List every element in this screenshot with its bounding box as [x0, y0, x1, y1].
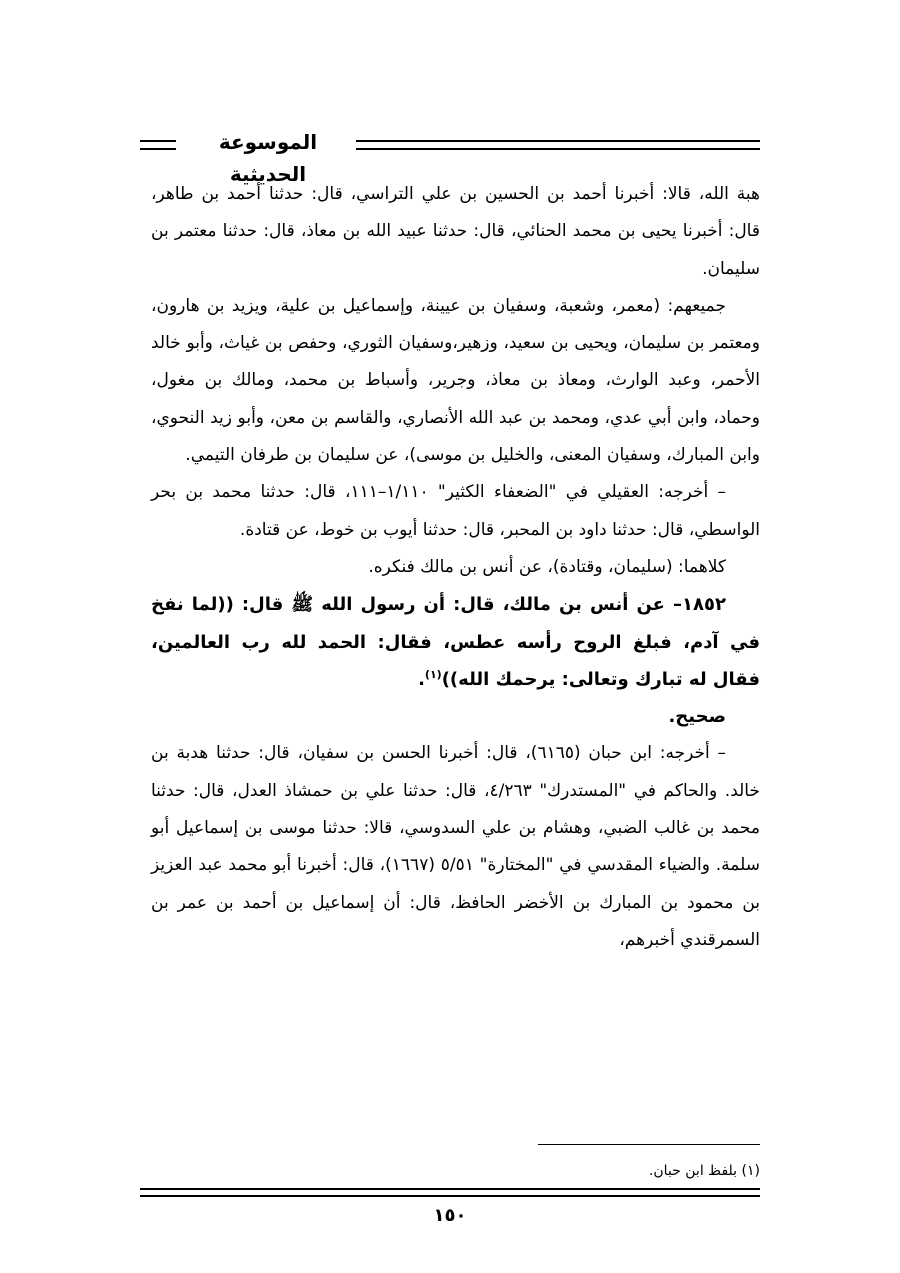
paragraph-chain-end: هبة الله، قالا: أخبرنا أحمد بن الحسين بن علي التراسي، قال: حدثنا أحمد بن طاهر، قال: أخبرنا يحيى بن محمد الحنائي، قال: حدثنا عبيد الله بن معاذ، قال: حدثنا معتمر بن سليمان.: [151, 184, 760, 279]
paragraph-narrators-list: جميعهم: (معمر، وشعبة، وسفيان بن عيينة، وإسماعيل بن علية، ويزيد بن هارون، ومعتمر بن سليمان، ويحيى بن سعيد، وزهير،وسفيان الثوري، وحفص بن غياث، وأبو خالد الأحمر، وعبد الوارث، ومعاذ بن معاذ، وجرير، وأسباط بن محمد، ومالك بن مغول، وحماد، وابن أبي عدي، ومحمد بن عبد الله الأنصاري، والقاسم بن معن، وأبو زيد النحوي، وابن المبارك، وسفيان المعنى، والخليل بن موسى)، عن سليمان بن طرفان التيمي.: [151, 295, 760, 466]
page-number: ١٥٠: [433, 1205, 467, 1226]
header-rule-right: [356, 140, 760, 150]
paragraph-takhrij: – أخرجه: ابن حبان (٦١٦٥)، قال: أخبرنا الحسن بن سفيان، قال: حدثنا هدبة بن خالد. والحاكم في "المستدرك" ٤/٢٦٣، قال: حدثنا علي بن حمشاذ العدل، قال: حدثنا محمد بن غالب الضبي، وهشام بن علي السدوسي، قالا: حدثنا موسى بن إسماعيل أبو سلمة. والضياء المقدسي في "المختارة" ٥/٥١ (١٦٦٧)، قال: أخبرنا أبو محمد عبد العزيز بن محمود بن المبارك بن الأخضر الحافظ، قال: أن إسماعيل بن أحمد بن عمر بن السمرقندي أخبرهم،: [151, 743, 760, 950]
page-title: الموسوعة الحديثية: [218, 130, 318, 186]
footnote: (١) بلفظ ابن حبان.: [648, 1163, 760, 1179]
grading: صحيح.: [668, 706, 726, 728]
hadith-text: ١٨٥٢– عن أنس بن مالك، قال: أن رسول الله ﷺ قال: ((لما نفخ في آدم، فبلغ الروح رأسه عطس، فقال: الحمد لله رب العالمين، فقال له تبارك وتعالى: يرحمك الله))$^{(١)}$.: [151, 594, 760, 690]
page-header: [140, 126, 760, 186]
footer-rule: [140, 1188, 760, 1197]
header-rule-left: [140, 140, 176, 150]
footnote-ref[interactable]: (١): [424, 667, 442, 681]
footnote-divider: [538, 1144, 760, 1145]
hadith-body: ١٨٥٢– عن أنس بن مالك، قال: أن رسول الله ﷺ قال: ((لما نفخ في آدم، فبلغ الروح رأسه عطس، فقال: الحمد لله رب العالمين، فقال له تبارك وتعالى: يرحمك الله)): [151, 594, 760, 690]
paragraph-both-narrators: كلاهما: (سليمان، وقتادة)، عن أنس بن مالك فنكره.: [368, 556, 726, 577]
paragraph-uqayli-source: – أخرجه: العقيلي في "الضعفاء الكثير" ١/١١٠–١١١، قال: حدثنا محمد بن بحر الواسطي، قال: حدثنا داود بن المحبر، قال: حدثنا أيوب بن خوط، عن قتادة.: [151, 482, 760, 540]
body-text: [151, 176, 760, 959]
